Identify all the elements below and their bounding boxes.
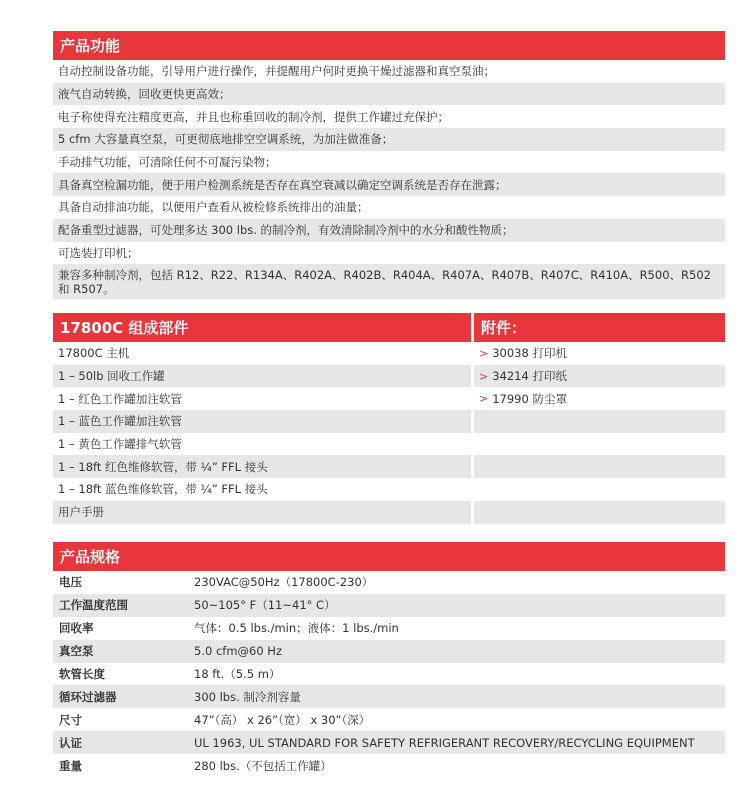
spec-row — [53, 640, 725, 663]
spec-value: 5.0 cfm@60 Hz — [194, 644, 282, 659]
spec-value: 230VAC@50Hz（17800C-230） — [194, 575, 374, 590]
components-title: 17800C 组成部件 — [53, 313, 471, 342]
spec-row — [53, 571, 725, 594]
specs-section — [53, 542, 725, 777]
spec-row — [53, 731, 725, 754]
spec-value: UL 1963, UL STANDARD FOR SAFETY REFRIGERANT RECOVERY/RECYCLING EQUIPMENT — [194, 735, 695, 750]
spec-row — [53, 708, 725, 731]
spec-row — [53, 594, 725, 617]
feature-item: 自动控制设备功能，引导用户进行操作，并提醒用户何时更换干燥过滤器和真空泵油； — [58, 64, 495, 79]
accessory-item-empty — [474, 410, 725, 433]
accessory-label: 30038 打印机 — [492, 346, 567, 361]
accessories-title: 附件： — [474, 313, 725, 342]
accessory-item-empty — [474, 455, 725, 478]
spec-label: 尺寸 — [59, 712, 82, 727]
spec-label: 循环过滤器 — [59, 689, 117, 704]
feature-item: 兼容多种制冷剂，包括 R12、R22、R134A、R402A、R402B、R404A、R407A、R407B、R407C、R410A、R500、R502 和 R507。 — [53, 264, 725, 299]
spec-value: 47”（高） x 26”（宽） x 30”（深） — [194, 712, 371, 727]
accessory-item-empty — [474, 478, 725, 501]
component-item: 17800C 主机 — [58, 346, 130, 361]
component-item: 1 – 黄色工作罐排气软管 — [58, 437, 182, 452]
component-item: 1 – 18ft 蓝色维修软管，带 ¼” FFL 接头 — [58, 482, 268, 497]
accessory-item — [474, 342, 725, 365]
arrow-icon: > — [479, 369, 489, 383]
feature-item: 液气自动转换，回收更快更高效； — [53, 83, 725, 106]
spec-value: 280 lbs.（不包括工作罐） — [194, 758, 332, 773]
spec-row — [53, 617, 725, 640]
component-item: 1 – 蓝色工作罐加注软管 — [53, 410, 471, 433]
components-section — [53, 313, 471, 524]
component-item: 1 – 50lb 回收工作罐 — [53, 365, 471, 388]
accessory-item — [474, 365, 725, 388]
component-item: 用户手册 — [53, 501, 471, 524]
accessory-label: 17990 防尘罩 — [492, 391, 567, 406]
component-item: 1 – 红色工作罐加注软管 — [58, 391, 182, 406]
spec-row — [53, 754, 725, 777]
spec-label: 重量 — [59, 758, 82, 773]
arrow-icon: > — [479, 346, 489, 360]
features-section — [53, 31, 725, 299]
accessory-item-empty — [474, 433, 725, 456]
feature-item: 手动排气功能，可清除任何不可凝污染物； — [58, 155, 277, 170]
spec-value: 300 lbs. 制冷剂容量 — [194, 689, 301, 704]
specs-title: 产品规格 — [53, 542, 725, 571]
accessory-item-empty — [474, 501, 725, 524]
spec-value: 气体：0.5 lbs./min；液体：1 lbs./min — [194, 621, 399, 636]
features-title: 产品功能 — [53, 31, 725, 60]
spec-label: 回收率 — [59, 621, 94, 636]
feature-item: 5 cfm 大容量真空泵，可更彻底地排空空调系统，为加注做准备； — [53, 128, 725, 151]
arrow-icon: > — [479, 392, 489, 406]
spec-row — [53, 663, 725, 686]
spec-label: 软管长度 — [59, 667, 105, 681]
feature-item: 配备重型过滤器，可处理多达 300 lbs. 的制冷剂，有效清除制冷剂中的水分和酸性物质； — [53, 219, 725, 242]
spec-label: 工作温度范围 — [59, 598, 128, 613]
spec-row — [53, 685, 725, 708]
feature-item: 可选装打印机； — [58, 245, 139, 260]
spec-value: 18 ft.（5.5 m） — [194, 667, 281, 681]
feature-item: 具备真空检漏功能，便于用户检测系统是否存在真空衰减以确定空调系统是否存在泄露； — [53, 173, 725, 196]
spec-value: 50~105° F（11~41° C） — [194, 598, 336, 613]
component-item: 1 – 18ft 红色维修软管，带 ¼” FFL 接头 — [53, 455, 471, 478]
spec-label: 认证 — [59, 735, 82, 750]
accessory-label: 34214 打印纸 — [492, 369, 567, 384]
accessories-section — [474, 313, 725, 524]
spec-label: 真空泵 — [59, 644, 94, 659]
accessory-item — [474, 387, 725, 410]
feature-item: 具备自动排油功能，以便用户查看从被检修系统排出的油量； — [58, 200, 369, 215]
feature-item: 电子称使得充注精度更高，并且也称重回收的制冷剂，提供工作罐过充保护； — [58, 109, 449, 124]
spec-label: 电压 — [59, 575, 82, 590]
